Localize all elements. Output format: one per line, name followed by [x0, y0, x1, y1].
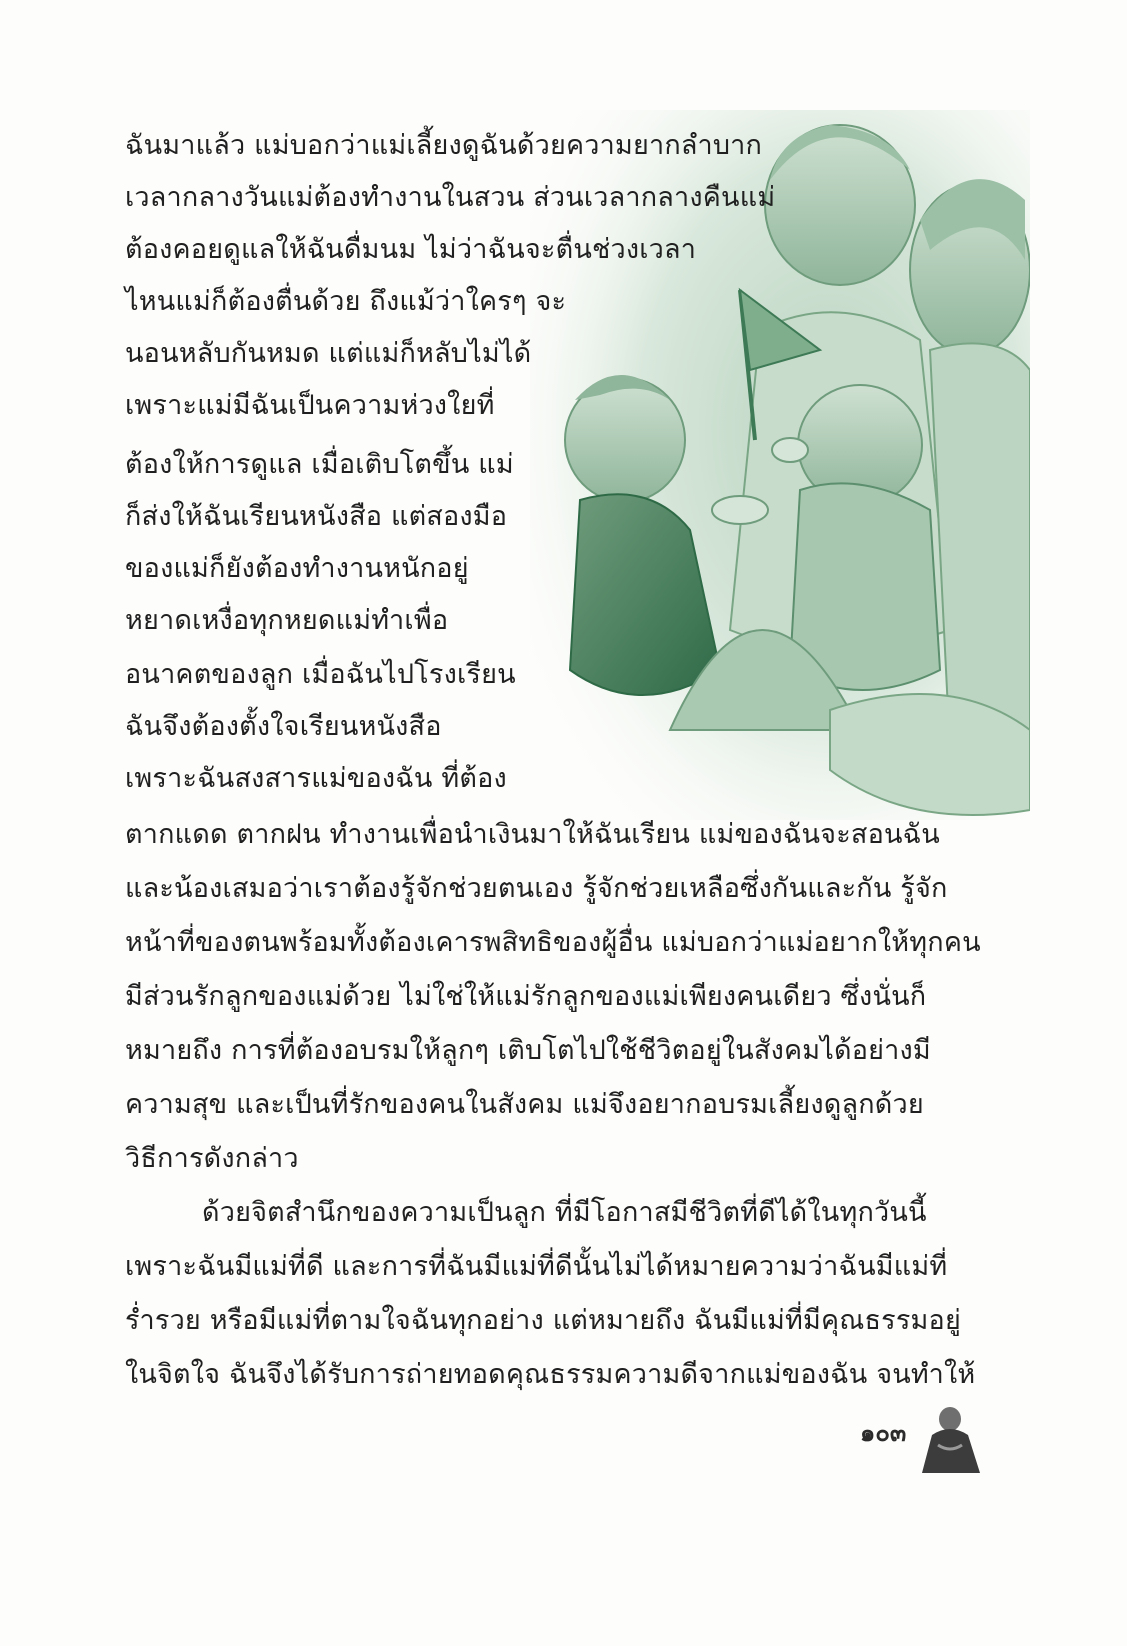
text-line: ไหนแม่ก็ต้องตื่นด้วย ถึงแม้ว่าใครๆ จะ [125, 286, 567, 317]
text-line: วิธีการดังกล่าว [125, 1143, 299, 1174]
child-figure-icon [918, 1405, 983, 1475]
text-line: เพราะฉันสงสารแม่ของฉัน ที่ต้อง [125, 763, 507, 794]
text-line: หมายถึง การที่ต้องอบรมให้ลูกๆ เติบโตไปใช้ชีวิตอยู่ในสังคมได้อย่างมี [125, 1035, 931, 1066]
text-line: ความสุข และเป็นที่รักของคนในสังคม แม่จึงอยากอบรมเลี้ยงดูลูกด้วย [125, 1089, 924, 1120]
text-line: มีส่วนรักลูกของแม่ด้วย ไม่ใช่ให้แม่รักลูกของแม่เพียงคนเดียว ซึ่งนั่นก็ [125, 981, 927, 1012]
text-line: นอนหลับกันหมด แต่แม่ก็หลับไม่ได้ [125, 338, 532, 369]
text-line: ฉันมาแล้ว แม่บอกว่าแม่เลี้ยงดูฉันด้วยความยากลำบาก [125, 130, 763, 161]
text-line: เพราะฉันมีแม่ที่ดี และการที่ฉันมีแม่ที่ดีนั้นไม่ได้หมายความว่าฉันมีแม่ที่ [125, 1251, 948, 1282]
page-number: ๑๐๓ [860, 1419, 907, 1447]
text-line: ต้องให้การดูแล เมื่อเติบโตขึ้น แม่ [125, 449, 514, 480]
page-number-block [860, 1405, 985, 1490]
text-line: และน้องเสมอว่าเราต้องรู้จักช่วยตนเอง รู้จักช่วยเหลือซึ่งกันและกัน รู้จัก [125, 873, 948, 904]
text-line: ร่ำรวย หรือมีแม่ที่ตามใจฉันทุกอย่าง แต่หมายถึง ฉันมีแม่ที่มีคุณธรรมอยู่ [125, 1305, 961, 1336]
text-line: หยาดเหงื่อทุกหยดแม่ทำเพื่อ [125, 605, 449, 636]
text-line: ด้วยจิตสำนึกของความเป็นลูก ที่มีโอกาสมีชีวิตที่ดีได้ในทุกวันนี้ [202, 1197, 927, 1228]
text-line: เพราะแม่มีฉันเป็นความห่วงใยที่ [125, 390, 495, 421]
text-line: ก็ส่งให้ฉันเรียนหนังสือ แต่สองมือ [125, 501, 508, 532]
text-line: ฉันจึงต้องตั้งใจเรียนหนังสือ [125, 711, 442, 742]
text-line: หน้าที่ของตนพร้อมทั้งต้องเคารพสิทธิของผู้อื่น แม่บอกว่าแม่อยากให้ทุกคน [125, 927, 981, 958]
text-line: ต้องคอยดูแลให้ฉันดื่มนม ไม่ว่าฉันจะตื่นช่วงเวลา [125, 234, 697, 265]
text-line: ตากแดด ตากฝน ทำงานเพื่อนำเงินมาให้ฉันเรียน แม่ของฉันจะสอนฉัน [125, 819, 940, 850]
text-line: อนาคตของลูก เมื่อฉันไปโรงเรียน [125, 659, 516, 690]
text-line: ในจิตใจ ฉันจึงได้รับการถ่ายทอดคุณธรรมความดีจากแม่ของฉัน จนทำให้ [125, 1359, 976, 1390]
text-line: เวลากลางวันแม่ต้องทำงานในสวน ส่วนเวลากลางคืนแม่ [125, 182, 776, 213]
text-line: ของแม่ก็ยังต้องทำงานหนักอยู่ [125, 553, 469, 584]
